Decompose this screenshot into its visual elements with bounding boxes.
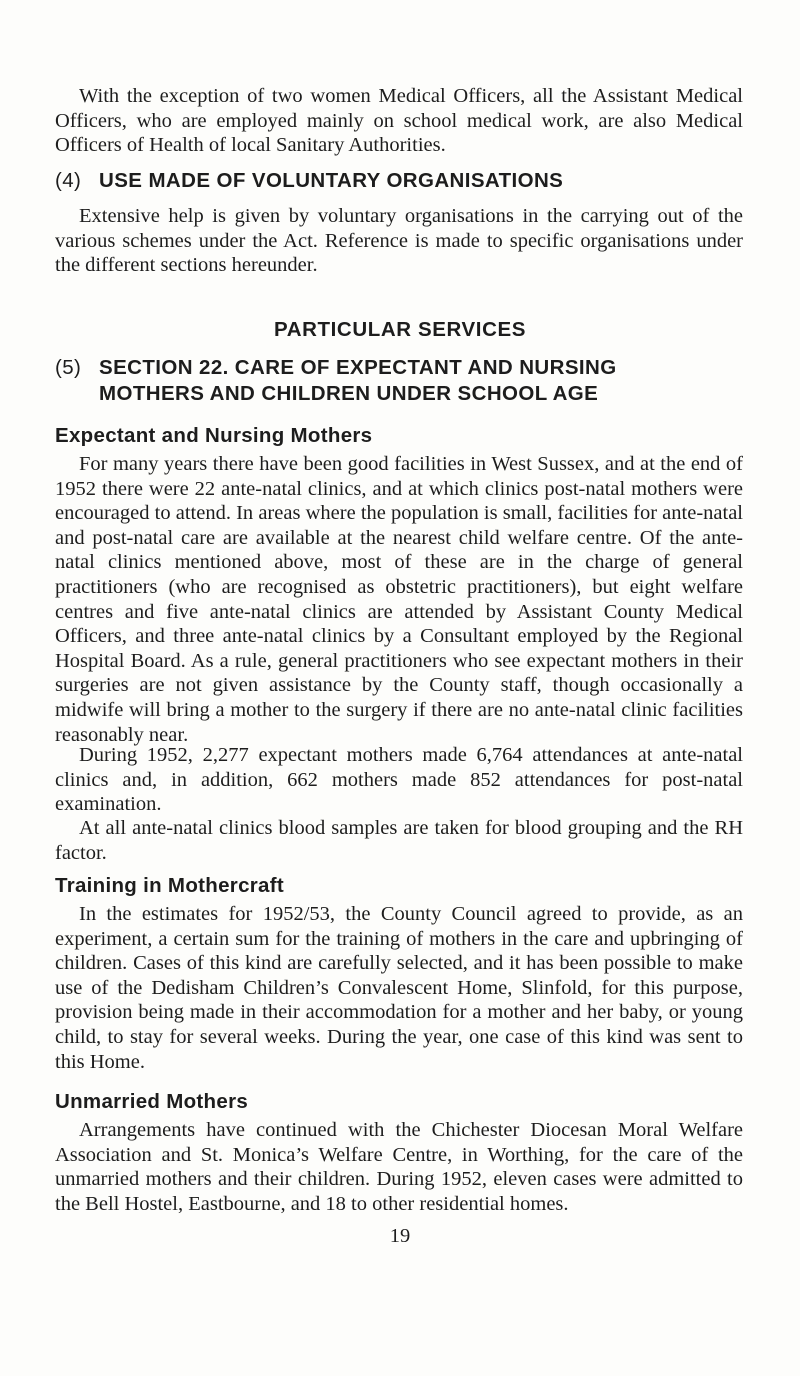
section-5-number: (5): [55, 356, 82, 379]
section-5-title-line-1: SECTION 22. CARE OF EXPECTANT AND NURSING: [99, 356, 617, 379]
unmarried-mothers-heading: Unmarried Mothers: [55, 1090, 249, 1113]
expectant-paragraph-3: At all ante-natal clinics blood samples are taken for blood grouping and the RH factor.: [55, 817, 743, 864]
section-4-title: USE MADE OF VOLUNTARY ORGANISATIONS: [99, 169, 564, 192]
mothercraft-heading: Training in Mothercraft: [55, 874, 284, 897]
section-4-paragraph: Extensive help is given by voluntary organisations in the carrying out of the various schemes under the Act. Reference is made to specific organisations under the different sections hereunder.: [55, 205, 743, 277]
section-5-heading: [55, 355, 755, 407]
expectant-paragraph-1: For many years there have been good facilities in West Sussex, and at the end of 1952 there were 22 ante-natal clinics, and at which clinics post-natal mothers were encouraged to attend. In areas where the population is small, facilities for ante-natal and post-natal care are available at the nearest child welfare centre. Of the ante-natal clinics mentioned above, most of these are in the charge of general practitioners (who are recognised as obstetric practitioners), but eight welfare centres and five ante-natal clinics are attended by Assistant County Medical Officers, and three ante-natal clinics by a Consultant employed by the Regional Hospital Board. As a rule, general practitioners who see expectant mothers in their surgeries are not given assistance by the County staff, though occasionally a midwife will bring a mother to the surgery if there are no ante-natal clinic facilities reasonably near.: [55, 453, 743, 746]
section-4-heading: [55, 168, 755, 194]
section-4-number: (4): [55, 169, 82, 192]
expectant-paragraph-2: During 1952, 2,277 expectant mothers made 6,764 attendances at ante-natal clinics and, in addition, 662 mothers made 852 attendances for post-natal examination.: [55, 744, 743, 816]
section-5-title-line-2: MOTHERS AND CHILDREN UNDER SCHOOL AGE: [99, 382, 599, 405]
unmarried-paragraph: Arrangements have continued with the Chichester Diocesan Moral Welfare Association and St. Monica’s Welfare Centre, in Worthing, for the care of the unmarried mothers and their children. During 1952, eleven cases were admitted to the Bell Hostel, Eastbourne, and 18 to other residential homes.: [55, 1119, 743, 1215]
mothercraft-paragraph: In the estimates for 1952/53, the County Council agreed to provide, as an experiment, a certain sum for the training of mothers in the care and upbringing of children. Cases of this kind are carefully selected, and it has been possible to make use of the Dedisham Children’s Convalescent Home, Slinfold, for this purpose, provision being made in their accommodation for a mother and her baby, or young child, to stay for several weeks. During the year, one case of this kind was sent to this Home.: [55, 903, 743, 1073]
page-number: 19: [389, 1225, 411, 1247]
expectant-mothers-heading: Expectant and Nursing Mothers: [55, 424, 373, 447]
intro-paragraph: With the exception of two women Medical Officers, all the Assistant Medical Officers, who are employed mainly on school medical work, are also Medical Officers of Health of local Sanitary Authorities.: [55, 85, 743, 157]
particular-services-heading: PARTICULAR SERVICES: [273, 318, 527, 341]
